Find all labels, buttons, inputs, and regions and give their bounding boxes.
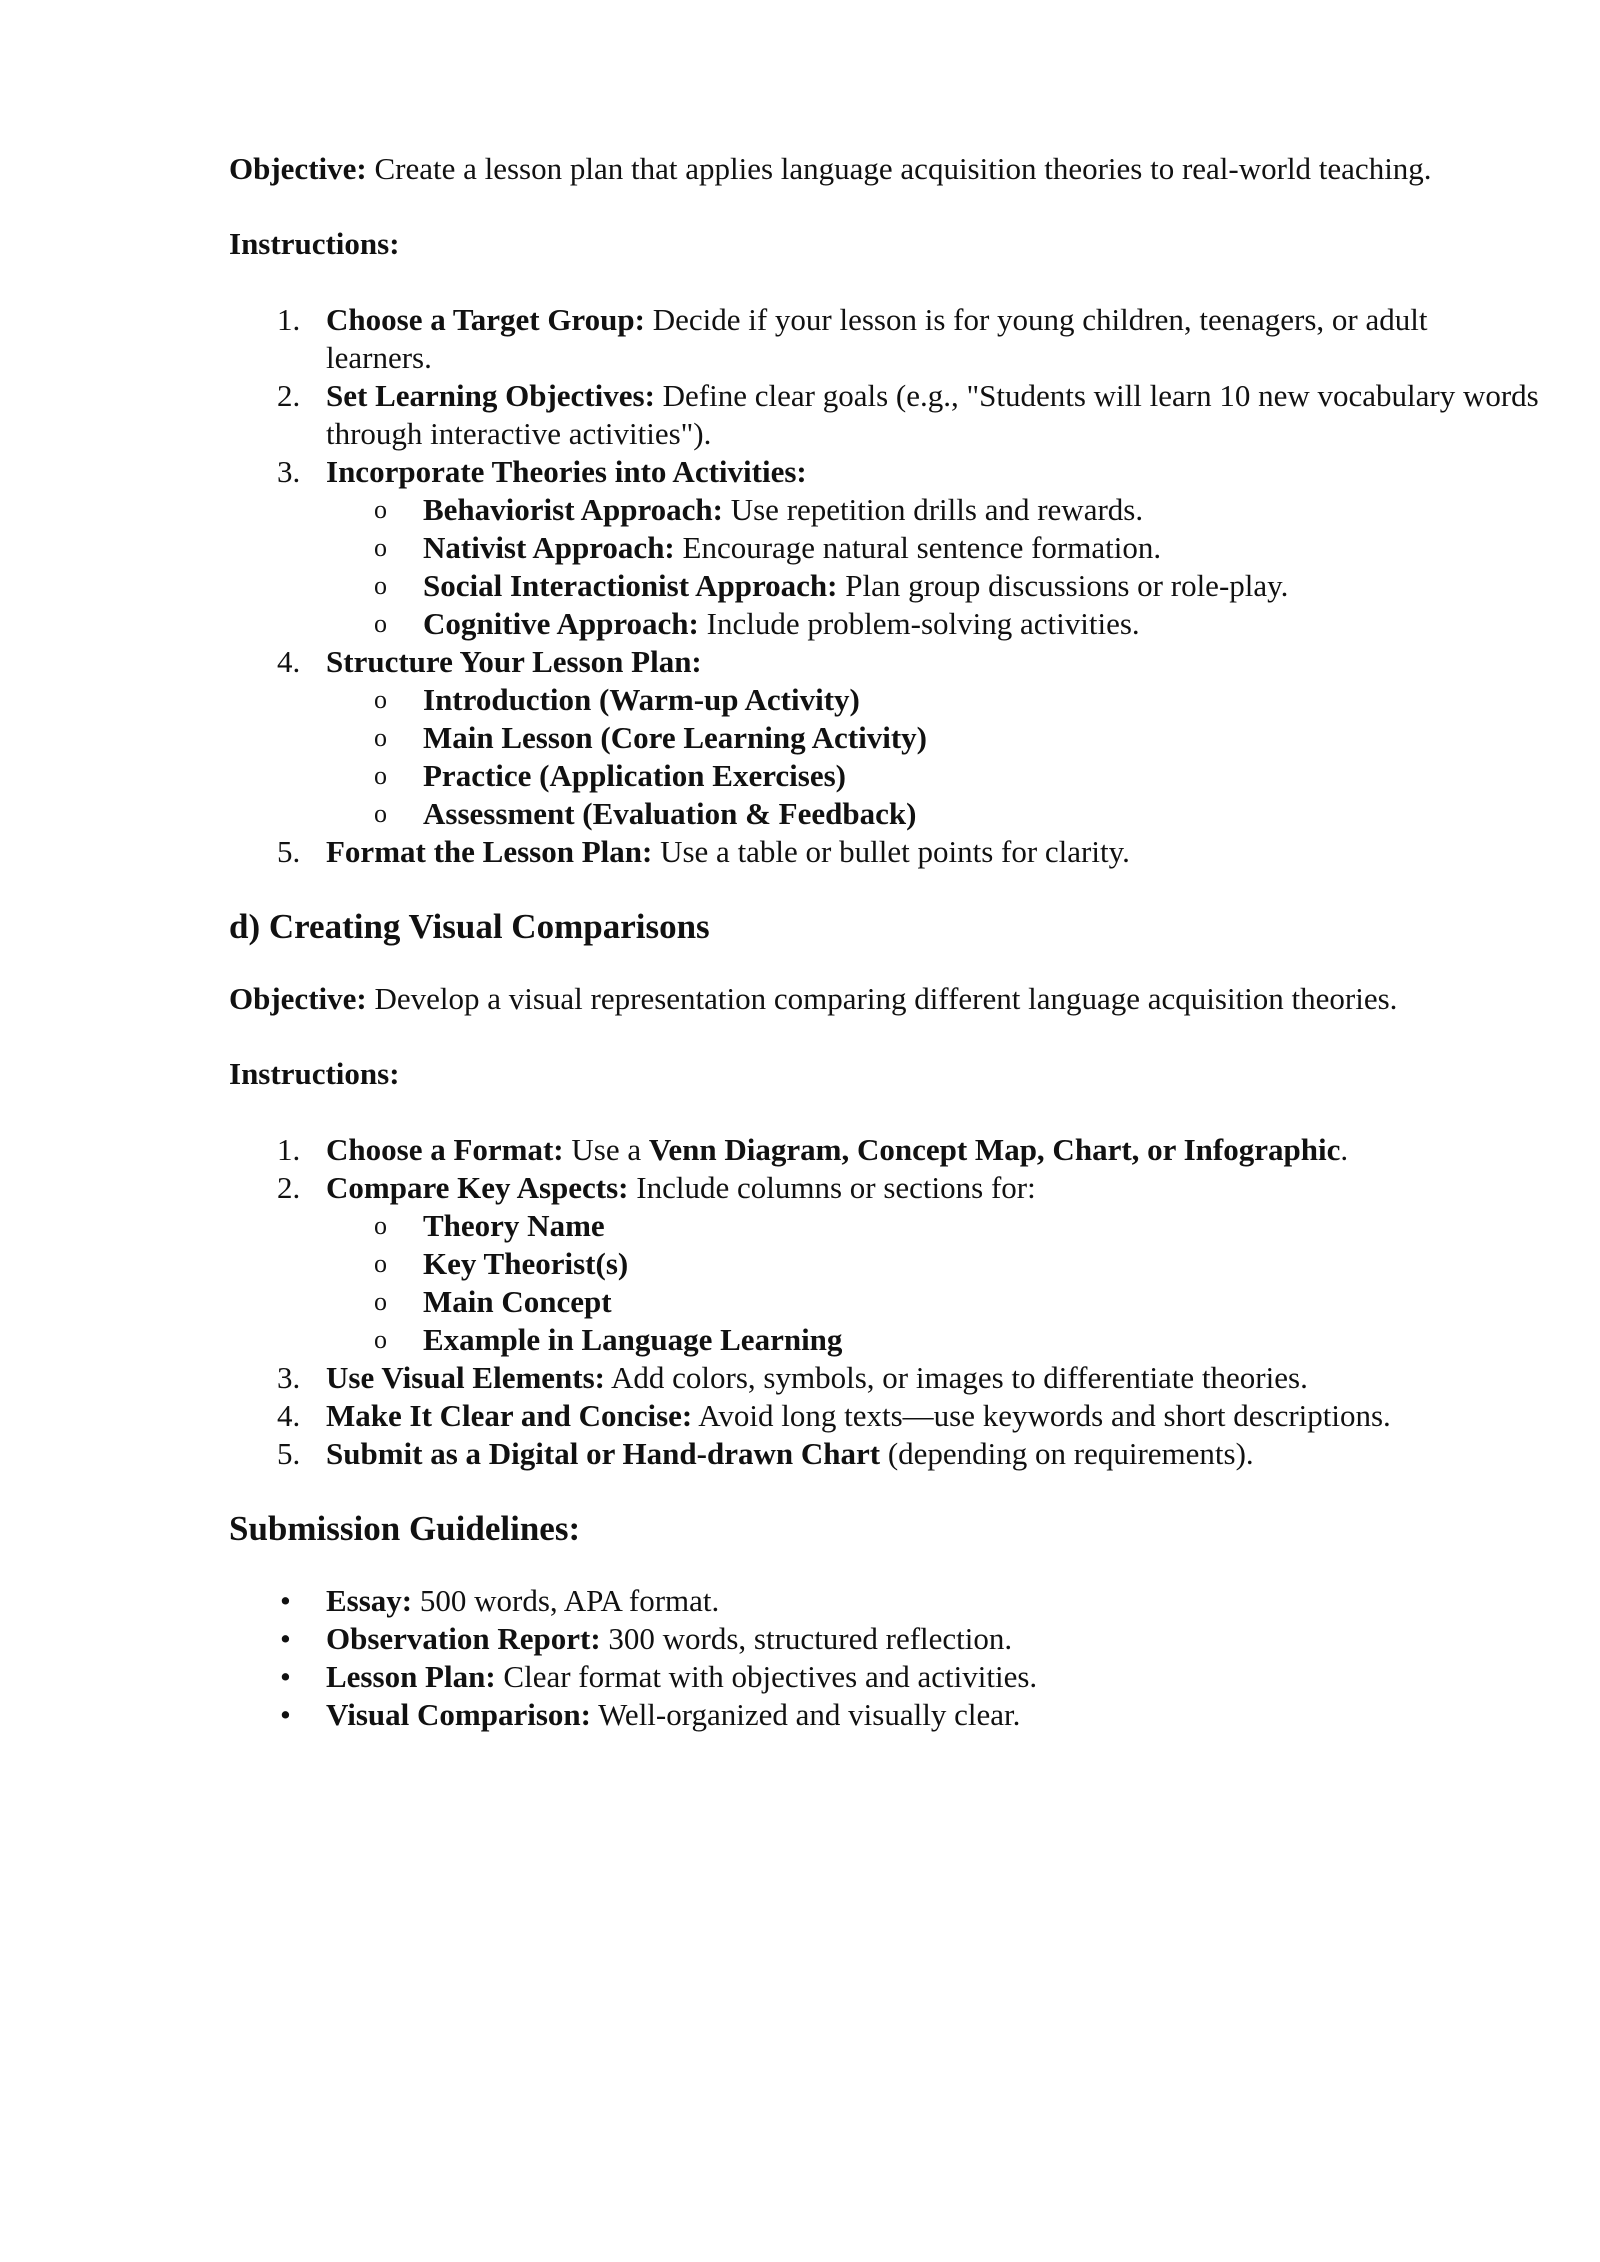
list-item: 3. Use Visual Elements: Add colors, symbols, or images to differentiate theories. (277, 1360, 1308, 1395)
hollow-bullet-icon: o (374, 533, 387, 562)
list-item: 2. Set Learning Objectives: Define clear goals (e.g., "Students will learn 10 new vocabulary words through interactive activities"). (277, 378, 1539, 451)
lesson-plan-steps (229, 301, 1540, 871)
list-item: • Essay: 500 words, APA format. (280, 1583, 720, 1618)
lesson-objective (229, 150, 1540, 188)
hollow-bullet-icon: o (374, 1211, 387, 1240)
sub-list-item: o Example in Language Learning (374, 1322, 843, 1357)
key-aspects (326, 1207, 1540, 1359)
sub-list-item: o Theory Name (374, 1208, 605, 1243)
sub-list-item: o Nativist Approach: Encourage natural sentence formation. (374, 530, 1162, 565)
sub-list-item: o Behaviorist Approach: Use repetition drills and rewards. (374, 492, 1144, 527)
list-item: 1. Choose a Format: Use a Venn Diagram, Concept Map, Chart, or Infographic. (277, 1132, 1349, 1167)
bullet-icon: • (280, 1659, 291, 1694)
sub-list-item: o Introduction (Warm-up Activity) (374, 682, 860, 717)
list-item: 3. Incorporate Theories into Activities: o Behaviorist Approach: Use repetition drills and rewards. o Nativist Approach: Encourage natural sentence formation. o Social Interactionist Approach: Plan group discussions or role-play. o Cognitive Approach: Include problem-solving activities. (229, 453, 1540, 643)
hollow-bullet-icon: o (374, 799, 387, 828)
hollow-bullet-icon: o (374, 571, 387, 600)
visual-comparison-steps (229, 1131, 1540, 1473)
list-item: • Lesson Plan: Clear format with objectives and activities. (280, 1659, 1038, 1694)
hollow-bullet-icon: o (374, 1325, 387, 1354)
submission-list (229, 1582, 1540, 1734)
sub-list-item: o Key Theorist(s) (374, 1246, 629, 1281)
bullet-icon: • (280, 1583, 291, 1618)
list-item: 4. Make It Clear and Concise: Avoid long texts—use keywords and short descriptions. (277, 1398, 1391, 1433)
hollow-bullet-icon: o (374, 609, 387, 638)
hollow-bullet-icon: o (374, 685, 387, 714)
sub-list-item: o Assessment (Evaluation & Feedback) (374, 796, 917, 831)
hollow-bullet-icon: o (374, 723, 387, 752)
sub-list-item: o Practice (Application Exercises) (374, 758, 846, 793)
instructions-heading: Instructions: (229, 226, 400, 261)
lesson-structure (326, 681, 1540, 833)
objective-text: Create a lesson plan that applies language acquisition theories to real-world teaching. (366, 151, 1432, 186)
sub-list-item: o Main Concept (374, 1284, 612, 1319)
hollow-bullet-icon: o (374, 1249, 387, 1278)
sub-list-item: o Social Interactionist Approach: Plan group discussions or role-play. (374, 568, 1289, 603)
hollow-bullet-icon: o (374, 1287, 387, 1316)
visual-objective: Objective: Develop a visual representation comparing different language acquisition theories. (229, 981, 1398, 1016)
objective-label: Objective: (229, 151, 367, 186)
list-item: • Observation Report: 300 words, structured reflection. (280, 1621, 1013, 1656)
theory-activities (326, 491, 1540, 643)
list-item: 4. Structure Your Lesson Plan: o Introduction (Warm-up Activity) o Main Lesson (Core Learning Activity) o Practice (Application Exercises) o Assessment (Evaluation & Feedback) (229, 643, 1540, 833)
hollow-bullet-icon: o (374, 495, 387, 524)
list-item: 5. Format the Lesson Plan: Use a table or bullet points for clarity. (277, 834, 1130, 869)
bullet-icon: • (280, 1621, 291, 1656)
section-heading: d) Creating Visual Comparisons (229, 907, 710, 946)
hollow-bullet-icon: o (374, 761, 387, 790)
list-item: 5. Submit as a Digital or Hand-drawn Chart (depending on requirements). (277, 1436, 1254, 1471)
list-item: 1. Choose a Target Group: Decide if your lesson is for young children, teenagers, or adult learners. (277, 302, 1428, 375)
sub-list-item: o Main Lesson (Core Learning Activity) (374, 720, 928, 755)
sub-list-item: o Cognitive Approach: Include problem-solving activities. (374, 606, 1140, 641)
list-item: 2. Compare Key Aspects: Include columns or sections for: o Theory Name o Key Theorist(s) o Main Concept o Example in Language Learning (229, 1169, 1540, 1359)
list-item: • Visual Comparison: Well-organized and visually clear. (280, 1697, 1021, 1732)
submission-heading: Submission Guidelines: (229, 1509, 581, 1548)
bullet-icon: • (280, 1697, 291, 1732)
instructions-heading: Instructions: (229, 1056, 400, 1091)
